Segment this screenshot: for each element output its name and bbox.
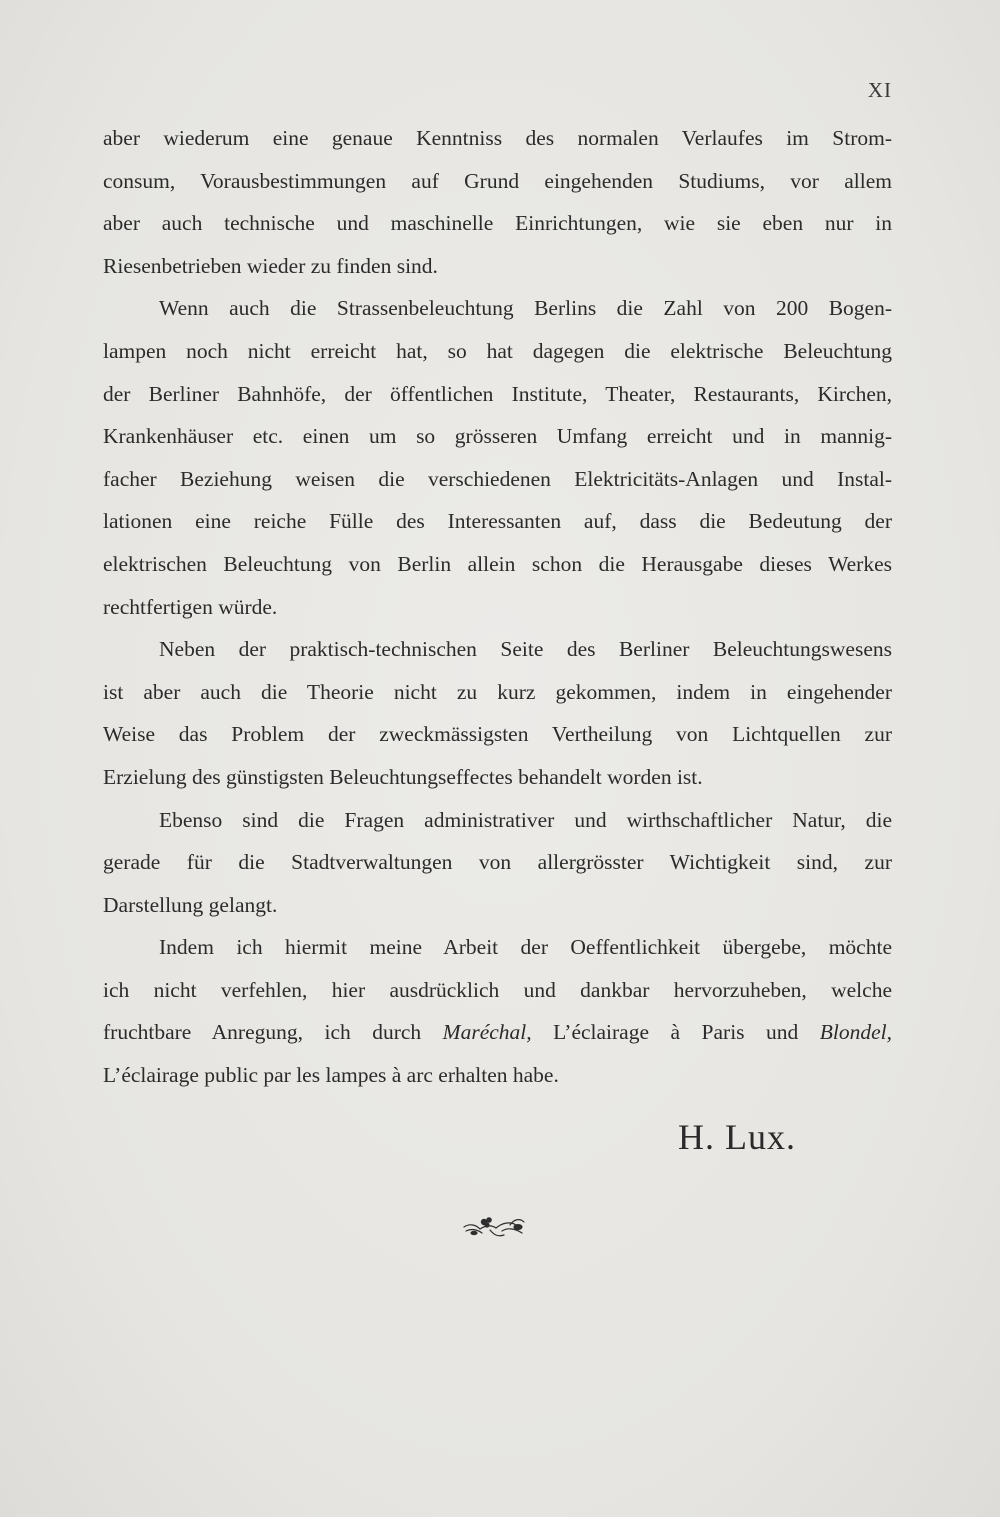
author-signature: H. Lux.	[678, 1117, 796, 1157]
page-number: XI	[867, 78, 892, 102]
text-line: gerade für die Stadtverwaltungen von allergrösster Wichtigkeit sind, zur	[103, 850, 892, 875]
text-line: lationen eine reiche Fülle des Interessanten auf, dass die Bedeutung der	[103, 509, 892, 534]
text-line: Krankenhäuser etc. einen um so grösseren Umfang erreicht und in mannig-	[103, 424, 892, 449]
author-name-marechal: Maréchal,	[442, 1020, 532, 1045]
text-line: ist aber auch die Theorie nicht zu kurz gekommen, indem in eingehender	[103, 679, 892, 704]
body-text	[103, 117, 892, 1097]
text-line: aber auch technische und maschinelle Einrichtungen, wie sie eben nur in	[103, 211, 892, 236]
paragraph-4	[103, 799, 892, 927]
text-line: aber wiederum eine genaue Kenntniss des normalen Verlaufes im Strom-	[103, 126, 892, 150]
text-line: Riesenbetrieben wieder zu finden sind.	[103, 253, 438, 278]
floral-vignette-icon	[460, 1213, 528, 1241]
text-line: ich nicht verfehlen, hier ausdrücklich und dankbar hervorzuheben, welche	[103, 977, 892, 1002]
text-line: Neben der praktisch-technischen Seite des Berliner Beleuchtungswesens	[159, 637, 892, 662]
text-line: Wenn auch die Strassenbeleuchtung Berlins die Zahl von 200 Bogen-	[159, 296, 892, 321]
text-line: Erzielung des günstigsten Beleuchtungseffectes behandelt worden ist.	[103, 764, 703, 789]
text-line: L’éclairage public par les lampes à arc erhalten habe.	[103, 1063, 559, 1088]
text-line: Indem ich hiermit meine Arbeit der Oeffentlichkeit übergebe, möchte	[159, 935, 892, 960]
text-line: der Berliner Bahnhöfe, der öffentlichen Institute, Theater, Restaurants, Kirchen,	[103, 381, 892, 406]
text-segment: L’éclairage à Paris und	[531, 1020, 820, 1045]
text-line: rechtfertigen würde.	[103, 594, 278, 619]
text-line: elektrischen Beleuchtung von Berlin allein schon die Herausgabe dieses Werkes	[103, 551, 892, 576]
paragraph-5	[103, 926, 892, 1096]
paragraph-2	[103, 287, 892, 628]
paragraph-1	[103, 117, 892, 287]
author-name-blondel: Blondel,	[819, 1020, 893, 1045]
text-line: lampen noch nicht erreicht hat, so hat dagegen die elektrische Beleuchtung	[103, 338, 892, 363]
text-line: Ebenso sind die Fragen administrativer und wirthschaftlicher Natur, die	[159, 807, 892, 832]
text-line: Weise das Problem der zweckmässigsten Vertheilung von Lichtquellen zur	[103, 722, 892, 747]
text-line: Darstellung gelangt.	[103, 892, 278, 917]
text-line: consum, Vorausbestimmungen auf Grund eingehenden Studiums, vor allem	[103, 168, 892, 193]
text-line	[103, 1011, 892, 1054]
text-segment: fruchtbare Anregung, ich durch	[103, 1020, 443, 1045]
paragraph-3	[103, 628, 892, 798]
text-line: facher Beziehung weisen die verschiedenen Elektricitäts-Anlagen und Instal-	[103, 466, 892, 491]
